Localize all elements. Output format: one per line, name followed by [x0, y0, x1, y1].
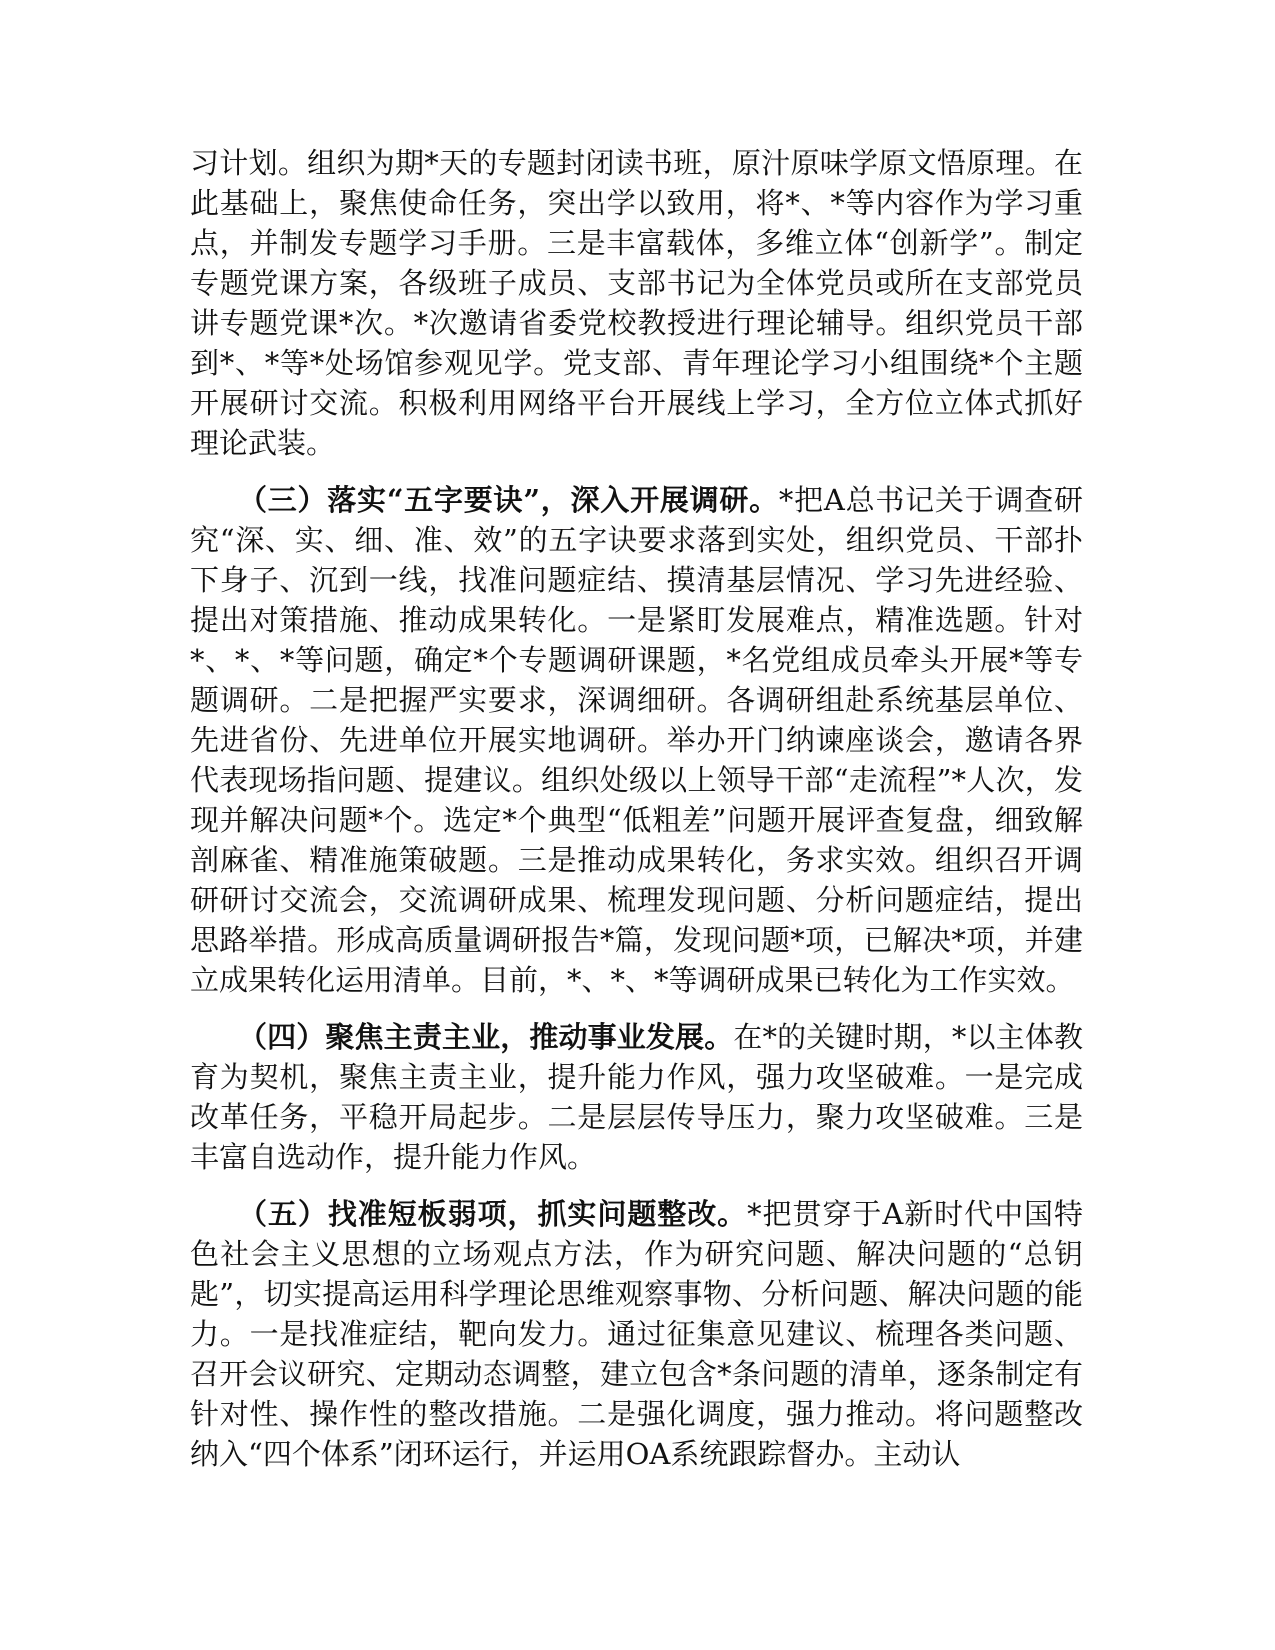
paragraph-text: *把贯穿于A新时代中国特色社会主义思想的立场观点方法，作为研究问题、解决问题的“总钥匙”，切实提高运用科学理论思维观察事物、分析问题、解决问题的能力。一是找准症结，靶向发力。通过征集意见建议、梳理各类问题、召开会议研究、定期动态调整，建立包含*条问题的清单，逐条制定有针对性、操作性的整改措施。二是强化调度，强力推动。将问题整改纳入“四个体系”闭环运行，并运用OA系统跟踪督办。主动认 [190, 1197, 1083, 1471]
paragraph-text: *把A总书记关于调查研究“深、实、细、准、效”的五字诀要求落到实处，组织党员、干部扑下身子、沉到一线，找准问题症结、摸清基层情况、学习先进经验、提出对策措施、推动成果转化。一是紧盯发展难点，精准选题。针对*、*、*等问题，确定*个专题调研课题，*名党组成员牵头开展*等专题调研。二是把握严实要求，深调细研。各调研组赴系统基层单位、先进省份、先进单位开展实地调研。举办开门纳谏座谈会，邀请各界代表现场指问题、提建议。组织处级以上领导干部“走流程”*人次，发现并解决问题*个。选定*个典型“低粗差”问题开展评查复盘，细致解剖麻雀、精准施策破题。三是推动成果转化，务求实效。组织召开调研研讨交流会，交流调研成果、梳理发现问题、分析问题症结，提出思路举措。形成高质量调研报告*篇，发现问题*项，已解决*项，并建立成果转化运用清单。目前，*、*、*等调研成果已转化为工作实效。 [190, 483, 1083, 997]
paragraph-text: 习计划。组织为期*天的专题封闭读书班，原汁原味学原文悟原理。在此基础上，聚焦使命任务，突出学以致用，将*、*等内容作为学习重点，并制发专题学习手册。三是丰富载体，多维立体“创新学”。制定专题党课方案，各级班子成员、支部书记为全体党员或所在支部党员讲专题党课*次。*次邀请省委党校教授进行理论辅导。组织党员干部到*、*等*处场馆参观见学。党支部、青年理论学习小组围绕*个主题开展研讨交流。积极利用网络平台开展线上学习，全方位立体式抓好理论武装。 [190, 146, 1083, 460]
section-heading-5: （五）找准短板弱项，抓实问题整改。 [238, 1197, 748, 1231]
paragraph-section-3 [190, 480, 1083, 1000]
paragraph-continued [190, 143, 1083, 463]
document-body [190, 143, 1083, 1474]
section-heading-4: （四）聚焦主责主业，推动事业发展。 [238, 1020, 734, 1054]
paragraph-section-4 [190, 1017, 1083, 1177]
paragraph-text: 在*的关键时期，*以主体教育为契机，聚焦主责主业，提升能力作风，强力攻坚破难。一是完成改革任务，平稳开局起步。二是层层传导压力，聚力攻坚破难。三是丰富自选动作，提升能力作风。 [190, 1020, 1083, 1174]
paragraph-section-5 [190, 1194, 1083, 1474]
section-heading-3: （三）落实“五字要诀”，深入开展调研。 [238, 483, 779, 517]
